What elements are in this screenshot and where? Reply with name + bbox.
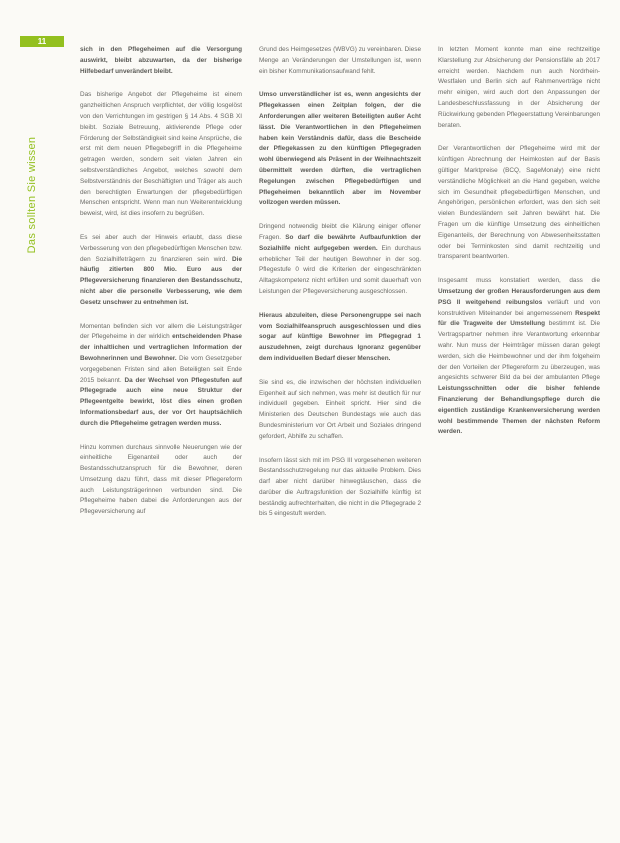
section-label: Das sollten Sie wissen	[26, 136, 38, 254]
column-2	[259, 45, 421, 533]
paragraph	[80, 45, 242, 77]
paragraph	[259, 456, 421, 521]
bold-text-run: entscheidenden Phase der inhaltlichen und vertraglichen Information der Bewohnerinnen und Bewohner.	[80, 333, 242, 362]
text-run: Dringend notwendig bleibt die Klärung einiger offener Fragen.	[259, 223, 421, 241]
text-run: Grund des Heimgesetzes (WBVG) zu vereinbaren. Diese Menge an Veränderungen der Umstellungen ist, wenn ein bisher Kommunikationsaufwand fehlt.	[259, 46, 421, 75]
bold-text-run: sich in den Pflegeheimen auf die Versorgung auswirkt, bleibt abzuwarten, da der bisherige Hilfebedarf unverändert bleibt.	[80, 46, 242, 75]
paragraph	[80, 443, 242, 519]
bold-text-run: Respekt für die Tragweite der Umstellung	[438, 309, 600, 328]
paragraph	[259, 90, 421, 209]
paragraph	[438, 276, 600, 438]
text-run: Insofern lässt sich mit im PSG III vorgesehenen weiteren Bestandsschutzregelung nur das aktuelle Problem. Dies darf aber nicht darüber hinwegtäuschen, dass die darüber die Auftragsfunktion der Sozialhilfe künftig ist beständig aufrechterhalten, die nicht in die Pflegegrade 2 bis 5 eingestuft werden.	[259, 456, 421, 518]
paragraph	[438, 144, 600, 263]
paragraph	[259, 378, 421, 443]
text-run: Insgesamt muss konstatiert werden, dass die	[438, 277, 600, 285]
paragraph	[259, 311, 421, 365]
article-body	[80, 45, 600, 533]
bold-text-run: So darf die bewährte Aufbaufunktion der Sozialhilfe nicht aufgegeben werden.	[259, 233, 421, 252]
text-run: Ein durchaus erheblicher Teil der heutigen Bewohner in der sog. Pflegestufe 0 wird die Kriterien der eingeschränkten Alltagskompetenz nicht erfüllen und somit dauerhaft von Leistungen der Pflegeversicherung ausgeschlossen.	[259, 244, 421, 295]
column-1	[80, 45, 242, 533]
paragraph	[80, 322, 242, 430]
text-run: Der Verantwortlichen der Pflegeheime wird mit der künftigen Abrechnung der Heimkosten auf der Basis gültiger Marktpreise (BCQ, SageMonaly) eine nicht verständliche Möglichkeit an die Hand gegeben, welche sich im Gesundheit pflegebedürftigen Menschen, und Angehörigen, persönlichen erfordert, was den sich seit vielen Bundesländern seit Jahren bewährt hat. Die Fragen um die künftige Umsetzung des einheitlichen Eigenanteils, der Berechnung von Abwesenheitsstatten oder bei Terminkosten sind damit rechtzeitig und transparent beantworten.	[438, 145, 600, 261]
text-run: Hinzu kommen durchaus sinnvolle Neuerungen wie der einheitliche Eigenanteil oder auch der Bestandsschutzanspruch für die Bewohner, deren Umsetzung dazu führt, dass mit dieser Pflegereform auch Leistungsträgerinnen verbunden sind. Die Pflegeheime haben dabei die Anforderungen aus der Pflegeversicherung auf	[80, 443, 242, 516]
bold-text-run: Hieraus abzuleiten, diese Personengruppe sei nach vom Sozialhilfeanspruch ausgeschlossen und dies sogar auf künftige Bewohner im Pflegegrad 1 auszudehnen, zeigt durchaus Ignoranz gegenüber dem individuellen Bedarf dieser Menschen.	[259, 311, 421, 362]
bold-text-run: Da der Wechsel von Pflegestufen auf Pflegegrade auch eine neue Struktur der Pflegeentgelte bewirkt, löst dies einen großen Informationsbedarf aus, der vor Ort hauptsächlich durch die Pflegeheime getragen werden muss.	[80, 376, 242, 427]
text-run: In letzten Moment konnte man eine rechtzeitige Klarstellung zur Absicherung der Pensionsfälle ab 2017 erreicht werden. Nachdem nun auch Nordrhein-Westfalen und Berlin sich auf Rahmenverträge nicht mehr einigen, wird auch dort den Anpassungen der Landesbeschlussfassung in der Absicherung der Rückwirkung gebenden Pflegeerstattung Vereinbarungen beraten.	[438, 46, 601, 129]
text-run: Die vom Gesetzgeber vorgegebenen Fristen sind allen Beteiligten seit Ende 2015 bekannt.	[80, 354, 242, 384]
text-run: bestimmt ist. Die Vertragspartner nehmen ihre Verantwortung erkennbar wahr. Nun muss der Heimträger müssen daran gelegt werden, sich die Heimbewohner und der ihm folgeheim der den Vorteilen der Pflegereform zu überzeugen, was angesichts schwerer Bild da bei der ambulanten Pflege	[438, 320, 600, 382]
paragraph	[438, 45, 600, 131]
text-run: verläuft und von konstruktiven Miteinander bei angemessenem	[438, 298, 600, 317]
paragraph	[259, 222, 421, 298]
text-run: Das bisherige Angebot der Pflegeheime ist einem ganzheitlichen Anspruch verpflichtet, der völlig losgelöst von den Verrichtungen im gestrigen § 14 Abs. 4 SGB XI bleibt. Soziale Betreuung, aktivierende Pflege oder Förderung der Selbständigkeit sind keine Ansprüche, die erst mit dem neuen Pflegebegriff in die Pflegeheime getragen werden, sondern seit vielen Jahren ein selbstverständliches Angebot, welches sowohl dem Selbstverständnis der Beschäftigten und Träger als auch den berechtigten Erwartungen der pflegebedürftigen Menschen entspricht. Wenn man nun Weiterentwicklung beweist, wird, ist dies insofern zu begrüßen.	[80, 91, 242, 218]
paragraph	[80, 90, 242, 220]
page-number: 11	[20, 36, 64, 47]
paragraph	[80, 233, 242, 309]
text-run: Es sei aber auch der Hinweis erlaubt, dass diese Verbesserung von den pflegebedürftigen Menschen bzw. den Sozialhilfeträgern zu finanzieren sein wird.	[80, 233, 242, 263]
text-run: Momentan befinden sich vor allem die Leistungsträger der Pflegeheime in der wirklich	[80, 322, 242, 341]
bold-text-run: Leistungsschnitten oder die bisher fehlende Finanzierung der Behandlungspflege durch die eigentlich zuständige Krankenversicherung werden wohl bestimmende Themen der nächsten Reform werden.	[438, 385, 600, 436]
text-run: Sie sind es, die inzwischen der höchsten individuellen Eigenheit auf sich nehmen, was mehr ist deutlich für nur individuell gegeben. Einheit spricht. Hier sind die Ministerien des Deutschen Bundestags wie auch das Bundesministerium vor Ort Arbeit und Soziales dringend gefordert, Abhilfe zu schaffen.	[259, 378, 421, 440]
paragraph	[259, 45, 421, 77]
bold-text-run: Umso unverständlicher ist es, wenn angesichts der Pflegekassen einen Zeitplan folgen, der die Anforderungen aller weiteren Beteiligten außer Acht lässt. Die Verantwortlichen in den Pflegeheimen haben kein Verständnis dafür, dass die Bescheide der Pflegekassen zu den künftigen Pflegegraden wohl überwiegend als Präsent in der Weihnachtszeit übermittelt werden dürften, die vertraglichen Regelungen zwischen Pflegebedürftigen und Pflegeheimen bekanntlich aber im November vollzogen werden müssen.	[259, 91, 421, 207]
bold-text-run: Die häufig zitierten 800 Mio. Euro aus der Pflegeversicherung finanzieren den Bestandsschutz, nicht aber die personelle Verbesserung, wie dem Gesetz unschwer zu entnehmen ist.	[80, 255, 242, 306]
bold-text-run: Umsetzung der großen Herausforderungen aus dem PSG II weitgehend reibungslos	[438, 287, 600, 306]
column-3	[438, 45, 600, 533]
